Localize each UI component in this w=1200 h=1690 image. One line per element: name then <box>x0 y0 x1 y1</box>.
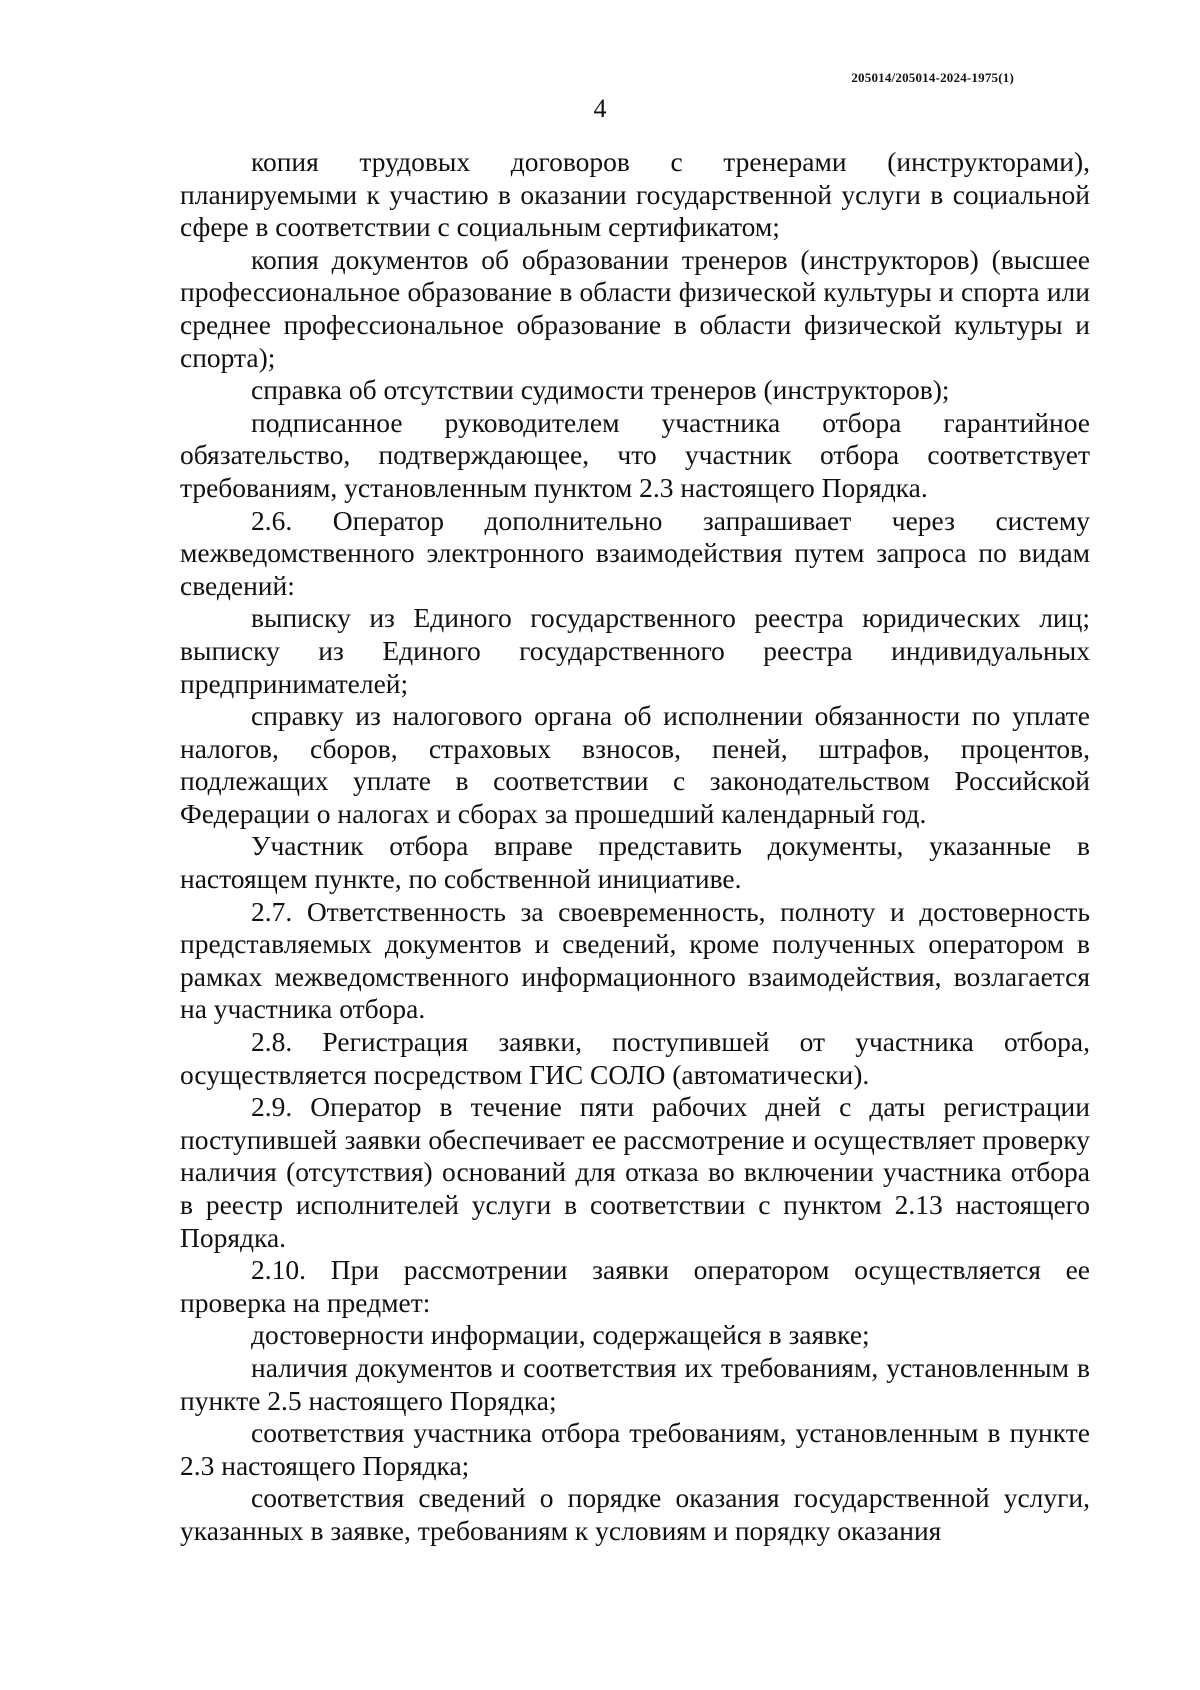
paragraph: 2.6. Оператор дополнительно запрашивает через систему межведомственного электронного взаимодействия путем запроса по видам сведений: <box>180 504 1090 601</box>
paragraph: 2.10. При рассмотрении заявки оператором осуществляется ее проверка на предмет: <box>180 1254 1090 1318</box>
document-registration-number: 205014/205014-2024-1975(1) <box>851 70 1014 85</box>
paragraph: 2.7. Ответственность за своевременность, полноту и достоверность представляемых документов и сведений, кроме полученных оператором в рамках межведомственного информационного взаимодействия, возлагается на участника отбора. <box>180 895 1090 1025</box>
paragraph: справку из налогового органа об исполнении обязанности по уплате налогов, сборов, страховых взносов, пеней, штрафов, процентов, подлежащих уплате в соответствии с законодательством Российской Федерации о налогах и сборах за прошедший календарный год. <box>180 700 1090 829</box>
paragraph: соответствия сведений о порядке оказания государственной услуги, указанных в заявке, требованиям к условиям и порядку оказания <box>180 1482 1090 1546</box>
paragraph: справка об отсутствии судимости тренеров (инструкторов); <box>251 374 950 406</box>
paragraph: 2.9. Оператор в течение пяти рабочих дней с даты регистрации поступившей заявки обеспечивает ее рассмотрение и осуществляет проверку наличия (отсутствия) оснований для отказа во включении участника отбора в реестр исполнителей услуги в соответствии с пунктом 2.13 настоящего Порядка. <box>180 1091 1090 1253</box>
paragraph: копия трудовых договоров с тренерами (инструкторами), планируемыми к участию в оказании государственной услуги в социальной сфере в соответствии с социальным сертификатом; <box>180 146 1090 243</box>
paragraph: 2.8. Регистрация заявки, поступившей от участника отбора, осуществляется посредством ГИС СОЛО (автоматически). <box>180 1026 1090 1090</box>
paragraph: достоверности информации, содержащейся в заявке; <box>251 1319 870 1351</box>
paragraph: наличия документов и соответствия их требованиям, установленным в пункте 2.5 настоящего Порядка; <box>180 1351 1090 1416</box>
page-number: 4 <box>593 94 607 123</box>
paragraph: соответствия участника отбора требованиям, установленным в пункте 2.3 настоящего Порядка; <box>180 1417 1090 1481</box>
paragraph: подписанное руководителем участника отбора гарантийное обязательство, подтверждающее, что участник отбора соответствует требованиям, установленным пунктом 2.3 настоящего Порядка. <box>180 406 1090 503</box>
paragraph: Участник отбора вправе представить документы, указанные в настоящем пункте, по собственной инициативе. <box>180 830 1090 895</box>
document-body <box>180 146 1090 1548</box>
paragraph: копия документов об образовании тренеров (инструкторов) (высшее профессиональное образование в области физической культуры и спорта или среднее профессиональное образование в области физической культуры и спорта); <box>180 243 1090 373</box>
paragraph: выписку из Единого государственного реестра юридических лиц; выписку из Единого государственного реестра индивидуальных предпринимателей; <box>180 602 1090 699</box>
